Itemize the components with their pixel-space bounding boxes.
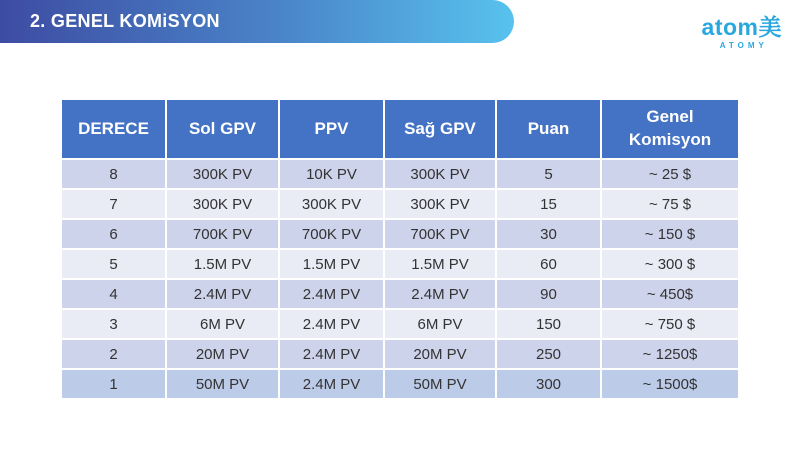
table-row [62,190,738,218]
table-cell: ~ 150 $ [602,220,738,248]
column-header-sag-gpv: Sağ GPV [385,100,495,158]
table-cell: 50M PV [385,370,495,398]
table-cell: 60 [497,250,600,278]
table-cell: 2.4M PV [280,310,383,338]
table-row [62,310,738,338]
table-row [62,340,738,368]
table-cell: 300K PV [167,160,278,188]
table-cell: 300K PV [167,190,278,218]
table-cell: 300K PV [385,190,495,218]
atomy-logo [702,16,782,50]
table-cell: ~ 750 $ [602,310,738,338]
column-header-sol-gpv: Sol GPV [167,100,278,158]
table-cell: 2.4M PV [385,280,495,308]
column-header-ppv: PPV [280,100,383,158]
table-cell: 6 [62,220,165,248]
table-cell: 20M PV [385,340,495,368]
table-cell: 300K PV [280,190,383,218]
slide-title-banner [0,0,514,43]
column-header-puan: Puan [497,100,600,158]
table-cell: 30 [497,220,600,248]
table-cell: 2.4M PV [280,370,383,398]
table-cell: 2.4M PV [167,280,278,308]
table-cell: 4 [62,280,165,308]
table-cell: 5 [497,160,600,188]
table-row [62,220,738,248]
table-cell: 6M PV [167,310,278,338]
table-cell: 700K PV [385,220,495,248]
table-cell: 700K PV [167,220,278,248]
table-cell: 1.5M PV [385,250,495,278]
table-cell: 300K PV [385,160,495,188]
table-cell: 6M PV [385,310,495,338]
column-header-derece: DERECE [62,100,165,158]
atomy-logo-wordmark: atom美 [701,14,782,40]
table-cell: 8 [62,160,165,188]
table-cell: 1 [62,370,165,398]
table-cell: 3 [62,310,165,338]
table-cell: 20M PV [167,340,278,368]
table-cell: 700K PV [280,220,383,248]
table-row [62,370,738,398]
table-cell: 1.5M PV [280,250,383,278]
table-cell: 5 [62,250,165,278]
table-cell: ~ 1250$ [602,340,738,368]
column-header-genel-komisyon: Genel Komisyon [602,100,738,158]
table-cell: 250 [497,340,600,368]
table-cell: 300 [497,370,600,398]
table-header-row [62,100,738,158]
table-cell: 1.5M PV [167,250,278,278]
table-cell: 2.4M PV [280,280,383,308]
table-row [62,280,738,308]
table-cell: ~ 450$ [602,280,738,308]
table-cell: ~ 75 $ [602,190,738,218]
table-cell: ~ 25 $ [602,160,738,188]
table-cell: 2 [62,340,165,368]
table-cell: ~ 300 $ [602,250,738,278]
table-cell: 2.4M PV [280,340,383,368]
slide-title: 2. GENEL KOMiSYON [30,11,220,31]
table-row [62,160,738,188]
atomy-logo-subtext: ATOMY [719,41,768,50]
table-cell: 7 [62,190,165,218]
table-cell: 90 [497,280,600,308]
table-row [62,250,738,278]
commission-table [62,100,738,398]
table-cell: 10K PV [280,160,383,188]
table-cell: 50M PV [167,370,278,398]
table-cell: 150 [497,310,600,338]
table-cell: 15 [497,190,600,218]
table-cell: ~ 1500$ [602,370,738,398]
